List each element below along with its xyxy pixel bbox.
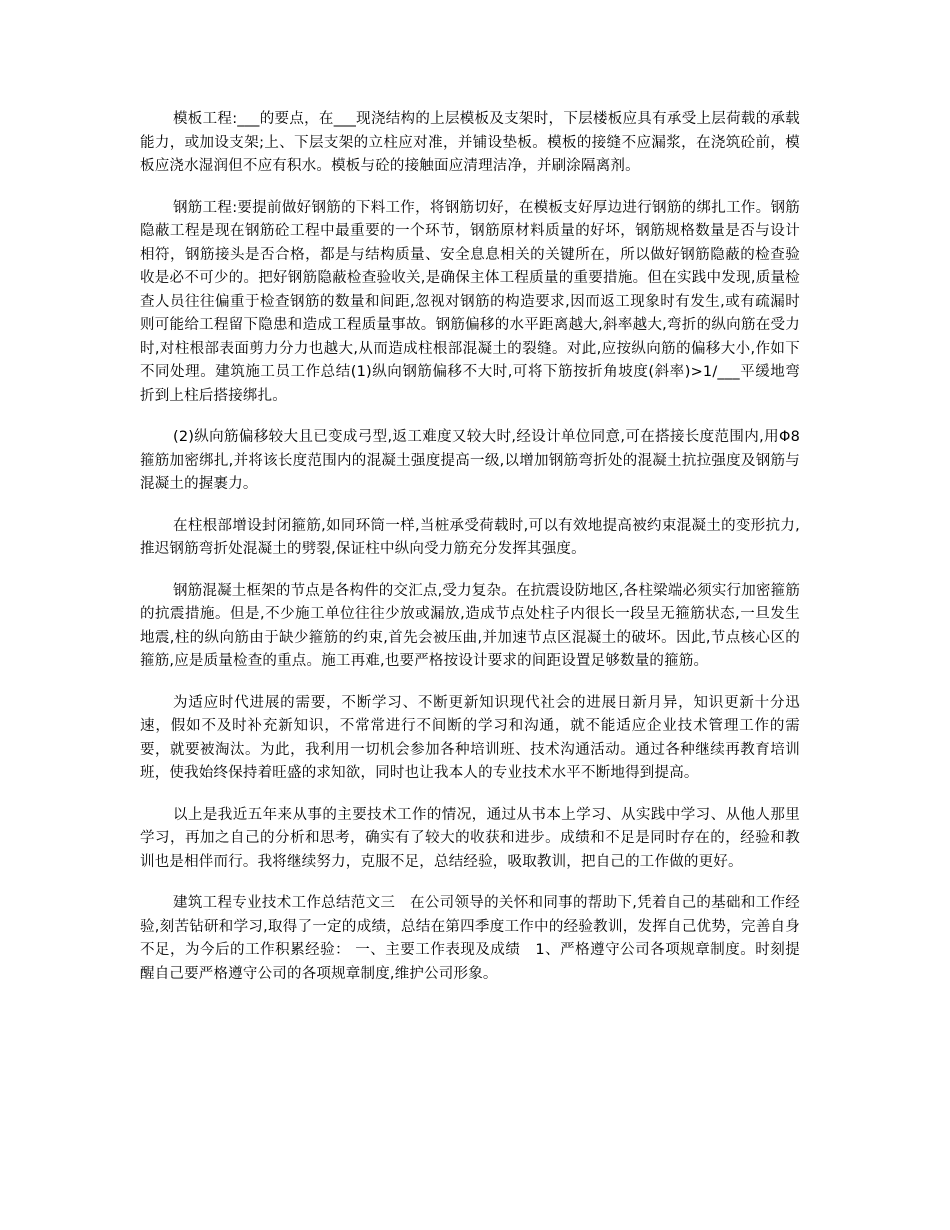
document-body [140,108,800,1004]
paragraph-formwork: 模板工程:___的要点，在___现浇结构的上层模板及支架时，下层楼板应具有承受上层荷载的承载能力，或加设支架;上、下层支架的立柱应对准，并铺设垫板。模板的接缝不应漏浆，在浇筑砼前，模板应浇水湿润但不应有积水。模板与砼的接触面应清理洁净，并刷涂隔离剂。 [140,111,800,174]
paragraph-rebar-work: 钢筋工程:要提前做好钢筋的下料工作，将钢筋切好，在模板支好厚边进行钢筋的绑扎工作。钢筋隐蔽工程是现在钢筋砼工程中最重要的一个环节，钢筋原材料质量的好坏，钢筋规格数量是否与设计相符，钢筋接头是否合格，都是与结构质量、安全息息相关的关键所在，所以做好钢筋隐蔽的检查验收是必不可少的。把好钢筋隐蔽检查验收关,是确保主体工程质量的重要措施。但在实践中发现,质量检查人员往往偏重于检查钢筋的数量和间距,忽视对钢筋的构造要求,因而返工现象时有发生,或有疏漏时则可能给工程留下隐患和造成工程质量事故。钢筋偏移的水平距离越大,斜率越大,弯折的纵向筋在受力时,对柱根部表面剪力分力也越大,从而造成柱根部混凝土的裂缝。对此,应按纵向筋的偏移大小,作如下不同处理。建筑施工员工作总结(1)纵向钢筋偏移不大时,可将下筋按折角坡度(斜率)>1/___平缓地弯折到上柱后搭接绑扎。 [140,199,801,404]
paragraph-summary: 以上是我近五年来从事的主要技术工作的情况，通过从书本上学习、从实践中学习、从他人那里学习，再加之自己的分析和思考，确实有了较大的收获和进步。成绩和不足是同时存在的，经验和教训也是相伴而行。我将继续努力，克服不足，总结经验，吸取教训，把自己的工作做的更好。 [140,806,800,870]
paragraph-rebar-offset-large: (2)纵向筋偏移较大且已变成弓型,返工难度又较大时,经设计单位同意,可在搭接长度范围内,用Φ8箍筋加密绑扎,并将该长度范围内的混凝土强度提高一级,以增加钢筋弯折处的混凝土抗拉强度及钢筋与混凝土的握裹力。 [140,429,800,492]
paragraph-closed-stirrups: 在柱根部增设封闭箍筋,如同环筒一样,当桩承受荷载时,可以有效地提高被约束混凝土的变形抗力,推迟钢筋弯折处混凝土的劈裂,保证柱中纵向受力筋充分发挥其强度。 [140,517,800,557]
paragraph-sample-three: 建筑工程专业技术工作总结范文三 在公司领导的关怀和同事的帮助下,凭着自己的基础和工作经验,刻苦钻研和学习,取得了一定的成绩，总结在第四季度工作中的经验教训，发挥自己优势，完善自身不足，为今后的工作积累经验： 一、主要工作表现及成绩 1、严格遵守公司各项规章制度。时刻提醒自己要严格遵守公司的各项规章制度,维护公司形象。 [140,895,800,982]
paragraph-frame-joints: 钢筋混凝土框架的节点是各构件的交汇点,受力复杂。在抗震设防地区,各柱梁端必须实行加密箍筋的抗震措施。但是,不少施工单位往往少放或漏放,造成节点处柱子内很长一段呈无箍筋状态,一旦发生地震,柱的纵向筋由于缺少箍筋的约束,首先会被压曲,并加速节点区混凝土的破坏。因此,节点核心区的箍筋,应是质量检查的重点。施工再难,也要严格按设计要求的间距设置足够数量的箍筋。 [140,582,801,669]
paragraph-continuous-learning: 为适应时代进展的需要，不断学习、不断更新知识现代社会的进展日新月异，知识更新十分迅速，假如不及时补充新知识，不常常进行不间断的学习和沟通，就不能适应企业技术管理工作的需要，就要被淘汰。为此，我利用一切机会参加各种培训班、技术沟通活动。通过各种继续再教育培训班，使我始终保持着旺盛的求知欲，同时也让我本人的专业技术水平不断地得到提高。 [140,694,800,781]
